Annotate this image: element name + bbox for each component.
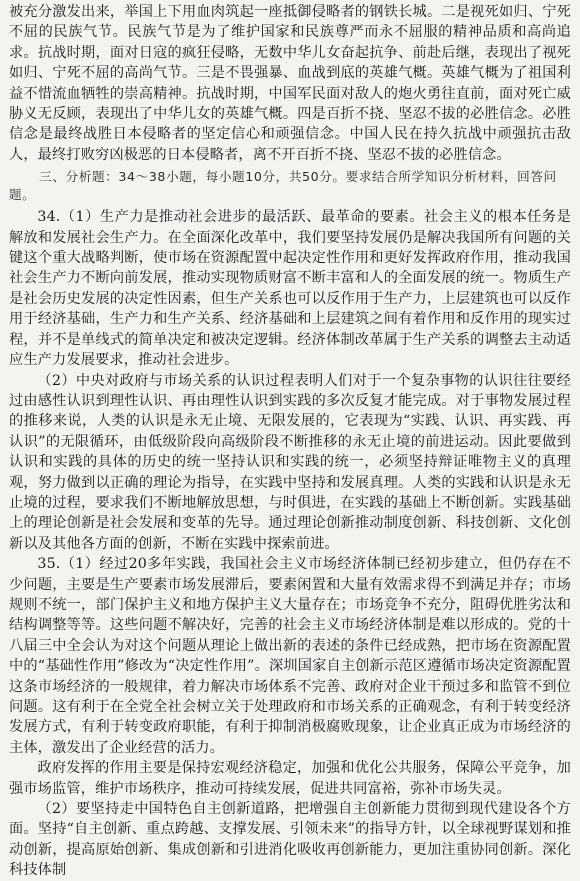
- answer-35-part-1: 35.（1）经过20多年实践，我国社会主义市场经济体制已经初步建立，但仍存在不少问题，主要是生产要素市场发展滞后，要素闲置和大量有效需求得不到满足并存；市场规则不统一，部门保护主义和地方保护主义大量存在；市场竞争不充分，阻碍优胜劣汰和结构调整等等。这些问题不解决好，完善的社会主义市场经济体制是难以形成的。党的十八届三中全会认为对这个问题从理论上做出新的表述的条件已经成熟，把市场在资源配置中的“基础性作用”修改为“决定性作用”。深圳国家自主创新示范区遵循市场决定资源配置这条市场经济的一般规律，着力解决市场体系不完善、政府对企业干预过多和监管不到位问题。这有利于在全党全社会树立关于处理政府和市场关系的正确观念，有利于转变经济发展方式，有利于转变政府职能，有利于抑制消极腐败现象，让企业真正成为市场经济的主体，激发出了企业经营的活力。: [9, 556, 571, 756]
- answer-34-part-1: 34.（1）生产力是推动社会进步的最活跃、最革命的要素。社会主义的根本任务是解放和发展社会生产力。在全面深化改革中，我们要坚持发展仍是解决我国所有问题的关键这个重大战略判断，使市场在资源配置中起决定性作用和更好发挥政府作用，推动我国社会生产力不断向前发展，推动实现物质财富不断丰富和人的全面发展的统一。物质生产是社会历史发展的决定性因素，但生产关系也可以反作用于生产力，上层建筑也可以反作用于经济基础，生产力和生产关系、经济基础和上层建筑之间有着作用和反作用的现实过程，并不是单线式的简单决定和被决定逻辑。经济体制改革属于生产关系的调整去主动适应生产力发展要求，推动社会进步。: [9, 209, 571, 369]
- answer-35-government-role: 政府发挥的作用主要是保持宏观经济稳定，加强和优化公共服务，保障公平竞争，加强市场监管，维护市场秩序，推动可持续发展，促进共同富裕，弥补市场失灵。: [9, 760, 571, 797]
- section-three-instructions: 三、分析题：34～38小题，每小题10分，共50分。要求结合所学知识分析材料，回答问题。: [9, 169, 557, 203]
- answer-35-part-2: （2）要坚持走中国特色自主创新道路，把增强自主创新能力贯彻到现代建设各个方面。坚持“自主创新、重点跨越、支撑发展、引领未来”的指导方针，以全球视野谋划和推动创新，提高原始创新、集成创新和引进消化吸收再创新能力，更加注重协同创新。深化科技体制: [9, 801, 571, 879]
- paragraph-intro-continuation: 被充分激发出来，举国上下用血肉筑起一座抵御侵略者的钢铁长城。二是视死如归、宁死不屈的民族气节。民族气节是为了维护国家和民族尊严而永不屈服的精神品质和高尚追求。抗战时期，面对日寇的疯狂侵略，无数中华儿女奋起抗争、前赴后继，表现出了视死如归、宁死不屈的高尚气节。三是不畏强暴、血战到底的英雄气概。英雄气概为了祖国利益不惜流血牺牲的崇高精神。抗战时期，中国军民面对敌人的炮火勇往直前，面对死亡威胁义无反顾，表现出了中华儿女的英雄气概。四是百折不挠、坚忍不拔的必胜信念。必胜信念是最终战胜日本侵略者的坚定信心和顽强信念。中国人民在持久抗战中顽强抗击敌人，最终打败穷凶极恶的日本侵略者，离不开百折不挠、坚忍不拔的必胜信念。: [9, 4, 571, 163]
- answer-34-part-2: （2）中央对政府与市场关系的认识过程表明人们对于一个复杂事物的认识往往要经过由感性认识到理性认识、再由理性认识到实践的多次反复才能完成。对于事物发展过程的推移来说，人类的认识是永无止境、无限发展的，它表现为“实践、认识、再实践、再认识”的无限循环，由低级阶段向高级阶段不断推移的永无止境的前进运动。因此要做到认识和实践的具体的历史的统一坚持认识和实践的统一，必须坚持辩证唯物主义的真理观，努力做到以正确的理论为指导，在实践中坚持和发展真理。人类的实践和认识是永无止境的过程，要求我们不断地解放思想，与时俱进，在实践的基础上不断创新。实践基础上的理论创新是社会发展和变革的先导。通过理论创新推动制度创新、科技创新、文化创新以及其他各方面的创新，不断在实践中探索前进。: [9, 372, 571, 552]
